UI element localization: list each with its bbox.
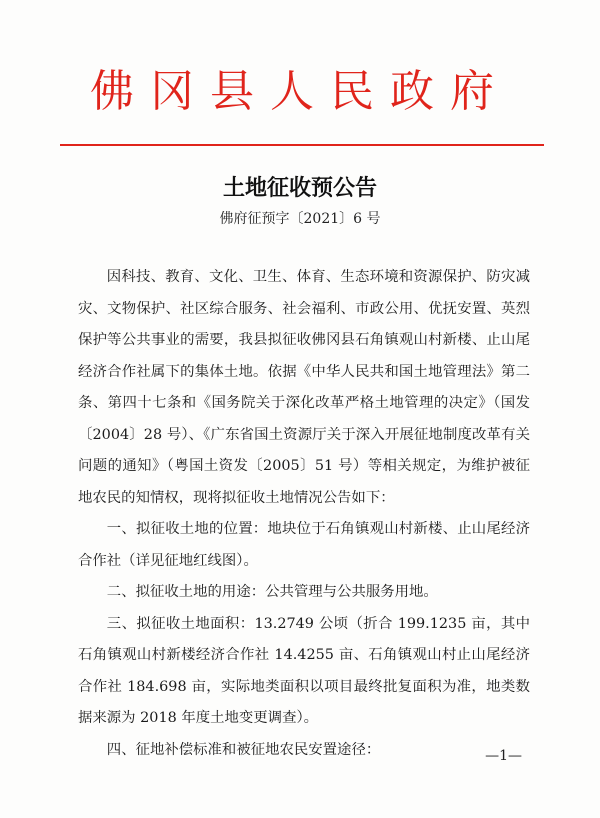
document-title: 土地征收预公告 <box>222 176 377 201</box>
page-number: —1— <box>485 748 522 764</box>
location-paragraph: 一、拟征收土地的位置：地块位于石角镇观山村新楼、止山尾经济合作社（详见征地红线图）。 <box>78 521 530 569</box>
intro-paragraph: 因科技、教育、文化、卫生、体育、生态环境和资源保护、防灾减灾、文物保护、社区综合服务、社会福利、市政公用、优抚安置、英烈保护等公共事业的需要，我县拟征收佛冈县石角镇观山村新楼、止山尾经济合作社属下的集体土地。依据《中华人民共和国土地管理法》第二条、第四十七条和《国务院关于深化改革严格土地管理的决定》（国发〔2004〕28 号）、《广东省国土资源厅关于深入开展征地制度改革有关问题的通知》（粤国土资发〔2005〕51 号）等相关规定，为维护被征地农民的知情权，现将拟征收土地情况公告如下： <box>78 269 530 506</box>
document-body <box>78 262 530 766</box>
header-divider <box>60 144 544 146</box>
area-paragraph: 三、拟征收土地面积：13.2749 公顷（折合 199.1235 亩，其中石角镇观山村新楼经济合作社 14.4255 亩、石角镇观山村止山尾经济合作社 184.698 亩，实际地类面积以项目最终批复面积为准，地类数据来源为 2018 年度土地变更调查）。 <box>78 615 530 726</box>
government-header-title: 佛冈县人民政府 <box>90 66 510 117</box>
document-number: 佛府征预字〔2021〕6 号 <box>219 211 381 227</box>
purpose-paragraph: 二、拟征收土地的用途：公共管理与公共服务用地。 <box>106 584 438 600</box>
compensation-paragraph: 四、征地补偿标准和被征地农民安置途径： <box>106 741 381 758</box>
